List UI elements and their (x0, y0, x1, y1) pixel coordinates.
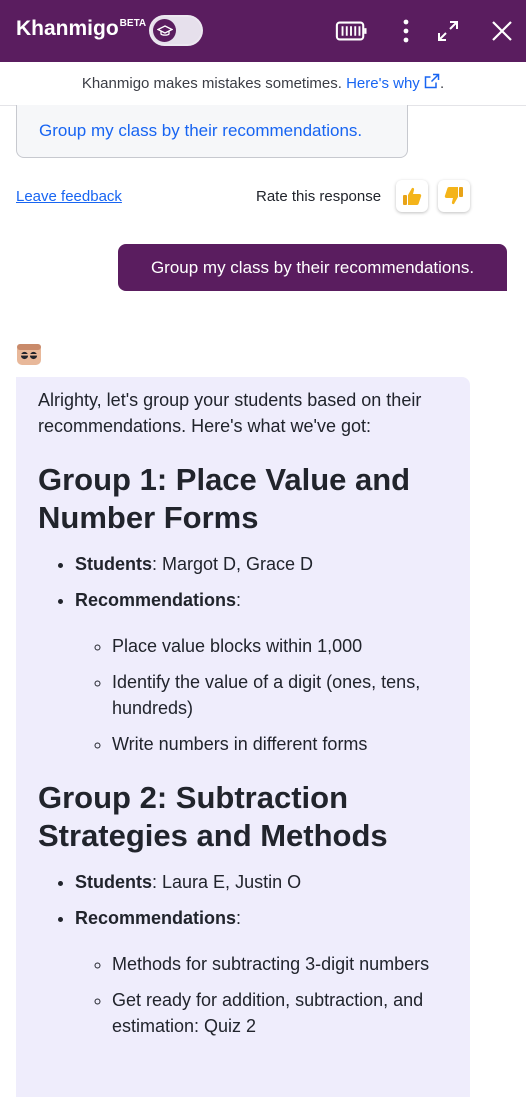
thumbs-up-button[interactable] (396, 180, 428, 212)
list-item: ◦ Place value blocks within 1,000 (112, 633, 448, 659)
keyboard-icon[interactable] (335, 15, 367, 47)
teacher-mode-toggle[interactable] (149, 15, 203, 46)
group-heading: Group 2: Subtraction Strategies and Methods (38, 780, 388, 853)
leave-feedback-link[interactable]: Leave feedback (16, 188, 122, 205)
group-heading: Group 1: Place Value and Number Forms (38, 462, 411, 535)
list-item: ◦ Identify the value of a digit (ones, tens, hundreds) (112, 669, 448, 721)
assistant-intro: Alrighty, let's group your students based on their recommendations. Here's what we've got: (38, 390, 422, 436)
thumbs-down-icon (443, 185, 465, 207)
khanmigo-avatar-icon (16, 341, 42, 367)
rate-label: Rate this response (256, 188, 382, 205)
recommendations-list (75, 633, 448, 757)
list-item: • Students: Margot D, Grace D (75, 551, 448, 577)
suggestion-button[interactable]: Group my class by their recommendations. (16, 105, 408, 158)
group-details-list (38, 551, 448, 757)
thumbs-down-button[interactable] (438, 180, 470, 212)
external-link-icon (424, 73, 440, 89)
expand-icon[interactable] (432, 15, 464, 47)
feedback-row (16, 180, 476, 214)
thumbs-up-icon (401, 185, 423, 207)
list-item: • Recommendations: ◦ Methods for subtracting 3-digit numbers ◦ Get ready for addition, subtraction, and estimation: Quiz 2 (75, 905, 448, 1039)
list-item: • Recommendations: ◦ Place value blocks within 1,000 ◦ Identify the value of a digit (ones, tens, hundreds) ◦ Write numbers in different forms (75, 587, 448, 757)
graduation-cap-icon (153, 19, 176, 42)
brand (16, 17, 146, 41)
more-vertical-icon[interactable] (390, 15, 422, 47)
user-message: Group my class by their recommendations. (118, 244, 507, 291)
brand-name: Khanmigo (16, 17, 119, 40)
disclaimer-suffix: . (439, 75, 445, 92)
heres-why-link[interactable]: Here's why (346, 75, 440, 92)
recommendations-list (75, 951, 448, 1039)
list-item: • Students: Laura E, Justin O (75, 869, 448, 895)
close-icon[interactable] (486, 15, 518, 47)
list-item: ◦ Write numbers in different forms (112, 731, 448, 757)
app-header (0, 0, 526, 62)
list-item: ◦ Methods for subtracting 3-digit numbers (112, 951, 448, 977)
disclaimer-text: Khanmigo makes mistakes sometimes. (81, 75, 342, 92)
group-details-list (38, 869, 448, 1039)
beta-badge: BETA (119, 18, 147, 29)
list-item: ◦ Get ready for addition, subtraction, and estimation: Quiz 2 (112, 987, 448, 1039)
disclaimer-bar (0, 62, 526, 106)
assistant-message (16, 377, 470, 1097)
